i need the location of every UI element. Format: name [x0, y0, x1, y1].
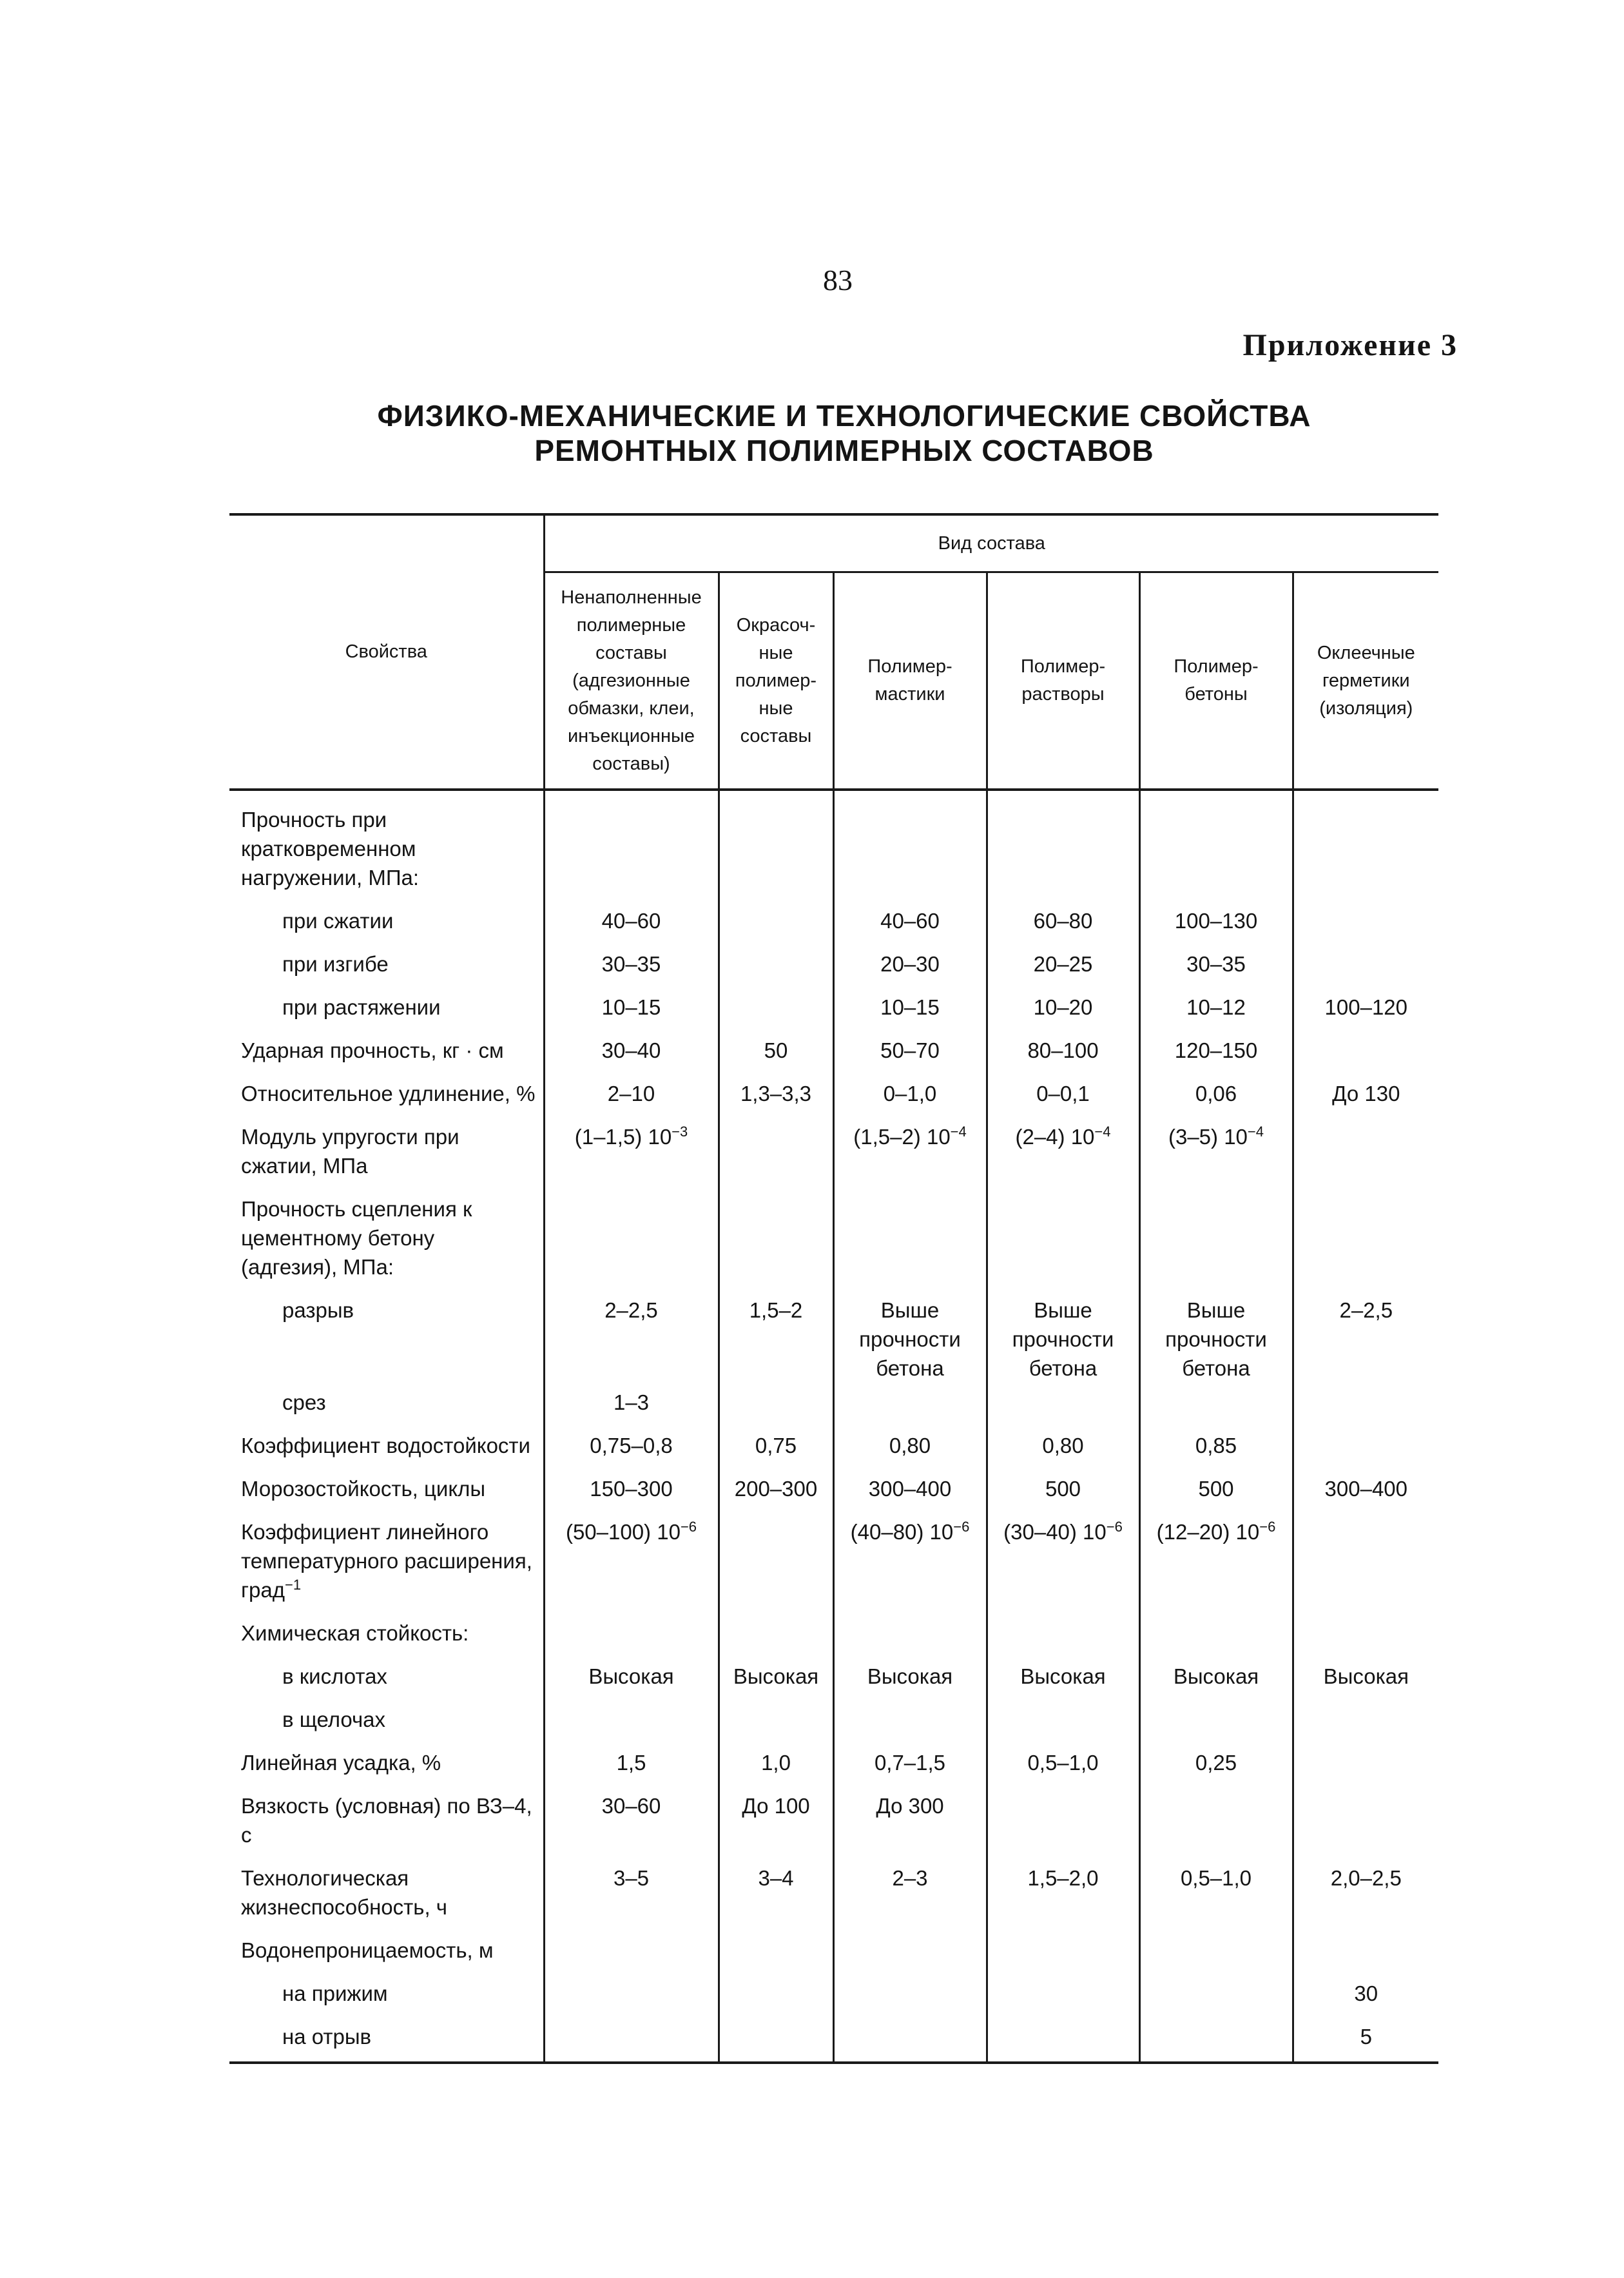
table-cell	[1293, 1031, 1438, 1074]
table-cell	[1139, 1613, 1293, 1657]
table-cell: 1,3–3,3	[719, 1074, 833, 1117]
table-cell	[987, 1383, 1139, 1426]
table-cell	[1293, 1613, 1438, 1657]
property-label: в щелочах	[229, 1700, 544, 1743]
table-cell	[719, 790, 833, 901]
table-row	[229, 1512, 1438, 1613]
property-label: разрыв	[229, 1290, 544, 1383]
table-cell: Высокая	[1139, 1657, 1293, 1700]
table-cell: До 130	[1332, 1082, 1400, 1105]
table-cell: 0–1,0	[833, 1074, 987, 1117]
table-row	[229, 1858, 1438, 1931]
table-cell: 0,80	[833, 1426, 987, 1469]
table-cell	[833, 1189, 987, 1290]
table-row	[229, 988, 1438, 1031]
table-cell	[1293, 901, 1438, 944]
table-cell	[833, 1931, 987, 1974]
table-row	[229, 1613, 1438, 1657]
table-cell	[719, 1613, 833, 1657]
property-label: Прочность при кратковременном нагружении, МПа:	[229, 790, 544, 901]
table-cell	[987, 1974, 1139, 2017]
property-label: Водонепроницаемость, м	[229, 1931, 544, 1974]
table-cell: Выше прочности бетона	[987, 1290, 1139, 1383]
table-cell: Выше прочности бетона	[1139, 1290, 1293, 1383]
table-cell	[1293, 944, 1438, 988]
column-header-sealants: Оклеечные герметики (изоляция)	[1293, 572, 1438, 790]
table-cell: 2–3	[833, 1858, 987, 1931]
exponent: −6	[1259, 1519, 1276, 1535]
exponent: −4	[1247, 1124, 1264, 1140]
table-row	[229, 1469, 1438, 1512]
table-cell: 30	[1354, 1981, 1378, 2005]
table-cell: (2–4) $10^{-4}$	[987, 1117, 1139, 1189]
table-row	[229, 901, 1438, 944]
table-cell: (40–80) $10^{-6}$	[833, 1512, 987, 1613]
table-cell	[719, 1974, 833, 2017]
property-label: Морозостойкость, циклы	[229, 1469, 544, 1512]
table-cell	[544, 1613, 719, 1657]
property-label: срез	[229, 1383, 544, 1426]
property-label: при растяжении	[229, 988, 544, 1031]
exponent: −6	[1106, 1519, 1123, 1535]
table-cell	[1293, 1189, 1438, 1290]
table-row	[229, 1383, 1438, 1426]
property-label: Модуль упругости при сжатии, МПа	[229, 1117, 544, 1189]
table-cell: (3–5) $10^{-4}$	[1139, 1117, 1293, 1189]
table-cell: (1,5–2) $10^{-4}$	[833, 1117, 987, 1189]
table-cell	[544, 1974, 719, 2017]
table-cell	[833, 1700, 987, 1743]
table-cell: 30–35	[1139, 944, 1293, 988]
table-cell: 0,06	[1139, 1074, 1293, 1117]
table-cell: (30–40) $10^{-6}$	[987, 1512, 1139, 1613]
table-cell: 80–100	[987, 1031, 1139, 1074]
table-cell: 3–4	[719, 1858, 833, 1931]
table-cell: 40–60	[833, 901, 987, 944]
table-cell	[719, 1512, 833, 1613]
property-label: Технологическая жизнеспособность, ч	[229, 1858, 544, 1931]
table-cell: (12–20) $10^{-6}$	[1139, 1512, 1293, 1613]
table-cell	[719, 1189, 833, 1290]
table-cell: 0,25	[1139, 1743, 1293, 1786]
composition-type-header: Вид состава	[544, 514, 1438, 572]
table-cell	[1139, 1700, 1293, 1743]
table-cell	[833, 2017, 987, 2063]
table-cell	[1293, 1426, 1438, 1469]
table-cell	[1293, 790, 1438, 901]
table-cell	[719, 988, 833, 1031]
exponent: −4	[1094, 1124, 1111, 1140]
table-cell: 0,80	[987, 1426, 1139, 1469]
document-title-line-2: РЕМОНТНЫХ ПОЛИМЕРНЫХ СОСТАВОВ	[534, 434, 1154, 467]
table-cell: Высокая	[833, 1657, 987, 1700]
table-cell: Выше прочности бетона	[833, 1290, 987, 1383]
table-cell: 10–15	[833, 988, 987, 1031]
table-cell: 2,0–2,5	[1330, 1866, 1402, 1890]
table-cell	[719, 2017, 833, 2063]
table-cell: 120–150	[1139, 1031, 1293, 1074]
property-label: Коэффициент водостойкости	[229, 1426, 544, 1469]
table-cell: 200–300	[719, 1469, 833, 1512]
table-cell: 30–40	[544, 1031, 719, 1074]
table-cell	[1139, 2017, 1293, 2063]
table-cell: 10–12	[1139, 988, 1293, 1031]
table-cell: (50–100) $10^{-6}$	[544, 1512, 719, 1613]
property-label: Ударная прочность, кг · см	[229, 1031, 544, 1074]
table-cell	[719, 901, 833, 944]
table-row	[229, 1189, 1438, 1290]
table-cell	[833, 790, 987, 901]
table-cell: Высокая	[1323, 1664, 1409, 1688]
table-cell: 0,5–1,0	[987, 1743, 1139, 1786]
table-cell	[1139, 1974, 1293, 2017]
table-cell	[544, 790, 719, 901]
table-cell	[987, 1786, 1139, 1858]
table-cell: Высокая	[719, 1657, 833, 1700]
table-cell: 3–5	[544, 1858, 719, 1931]
column-header-mastics: Полимер- мастики	[833, 572, 987, 790]
appendix-label: Приложение 3	[1242, 328, 1458, 362]
table-cell: 20–30	[833, 944, 987, 988]
table-cell: 500	[987, 1469, 1139, 1512]
table-cell: 60–80	[987, 901, 1139, 944]
table-cell	[833, 1383, 987, 1426]
table-cell: 300–400	[1324, 1477, 1408, 1501]
table-cell	[719, 1931, 833, 1974]
exponent: −1	[285, 1577, 302, 1593]
table-row	[229, 1931, 1438, 1974]
table-cell: 1,5–2,0	[987, 1858, 1139, 1931]
table-cell	[544, 1931, 719, 1974]
table-cell: 2–2,5	[1339, 1298, 1393, 1322]
table-row	[229, 2017, 1438, 2063]
page-number: 83	[823, 264, 853, 297]
table-cell: 2–10	[544, 1074, 719, 1117]
table-cell: 1,5–2	[719, 1290, 833, 1383]
table-cell: 0,5–1,0	[1139, 1858, 1293, 1931]
exponent: −6	[680, 1519, 697, 1535]
document-title-line-1: ФИЗИКО-МЕХАНИЧЕСКИЕ И ТЕХНОЛОГИЧЕСКИЕ СВОЙСТВА	[377, 399, 1311, 433]
exponent: −6	[953, 1519, 970, 1535]
table-cell: 100–120	[1324, 995, 1408, 1019]
table-cell: Высокая	[987, 1657, 1139, 1700]
table-cell: 500	[1139, 1469, 1293, 1512]
properties-column-header: Свойства	[229, 514, 544, 790]
table-cell	[544, 1189, 719, 1290]
table-row	[229, 1074, 1438, 1117]
table-cell	[987, 1700, 1139, 1743]
table-cell: (1–1,5) $10^{-3}$	[544, 1117, 719, 1189]
table-row	[229, 1974, 1438, 2017]
table-cell: 20–25	[987, 944, 1139, 988]
table-cell: 300–400	[833, 1469, 987, 1512]
table-cell	[1139, 790, 1293, 901]
property-label: Химическая стойкость:	[229, 1613, 544, 1657]
table-cell	[544, 1700, 719, 1743]
table-cell: 0,85	[1139, 1426, 1293, 1469]
column-header-concretes: Полимер- бетоны	[1139, 572, 1293, 790]
table-cell: 30–60	[544, 1786, 719, 1858]
table-cell: 0,75	[719, 1426, 833, 1469]
table-cell	[987, 2017, 1139, 2063]
table-row	[229, 1657, 1438, 1700]
table-row	[229, 1743, 1438, 1786]
exponent: −3	[672, 1124, 688, 1140]
property-label: при сжатии	[229, 901, 544, 944]
table-cell: 50	[719, 1031, 833, 1074]
table-cell: 0,75–0,8	[544, 1426, 719, 1469]
table-cell	[719, 1117, 833, 1189]
column-header-mortars: Полимер- растворы	[987, 572, 1139, 790]
property-label: Вязкость (условная) по ВЗ–4, с	[229, 1786, 544, 1858]
table-cell	[833, 1974, 987, 2017]
table-cell: 100–130	[1139, 901, 1293, 944]
table-cell: 1–3	[544, 1383, 719, 1426]
table-row	[229, 944, 1438, 988]
table-cell: 0,7–1,5	[833, 1743, 987, 1786]
table-cell: 30–35	[544, 944, 719, 988]
table-cell: 2–2,5	[544, 1290, 719, 1383]
table-cell: 1,0	[719, 1743, 833, 1786]
table-cell: 5	[1293, 2017, 1438, 2063]
table-row	[229, 1031, 1438, 1074]
exponent: −4	[950, 1124, 967, 1140]
table-cell	[544, 2017, 719, 2063]
table-cell	[987, 790, 1139, 901]
table-row	[229, 790, 1438, 901]
table-cell	[1293, 1786, 1438, 1858]
table-cell: 150–300	[544, 1469, 719, 1512]
table-cell: 10–20	[987, 988, 1139, 1031]
table-cell	[1139, 1189, 1293, 1290]
table-cell: До 100	[719, 1786, 833, 1858]
table-cell	[1293, 1512, 1438, 1613]
table-cell	[987, 1613, 1139, 1657]
table-row	[229, 1290, 1438, 1383]
table-cell	[719, 944, 833, 988]
table-cell	[719, 1700, 833, 1743]
table-row	[229, 1117, 1438, 1189]
table-cell	[1139, 1383, 1293, 1426]
table-cell: До 300	[833, 1786, 987, 1858]
table-cell: 0–0,1	[987, 1074, 1139, 1117]
table-cell	[1293, 1700, 1438, 1743]
table-row	[229, 1786, 1438, 1858]
table-cell	[1139, 1931, 1293, 1974]
column-header-unfilled: Ненаполненные полимерные составы (адгезионные обмазки, клеи, инъекционные составы)	[544, 572, 719, 790]
property-label: Относительное удлинение, %	[229, 1074, 544, 1117]
properties-table	[229, 513, 1438, 2064]
table-cell: 10–15	[544, 988, 719, 1031]
table-cell	[1293, 1743, 1438, 1786]
table-cell	[833, 1613, 987, 1657]
table-cell	[1293, 1383, 1438, 1426]
table-row	[229, 1700, 1438, 1743]
column-header-paint: Окрасоч- ные полимер- ные составы	[719, 572, 833, 790]
property-label: Коэффициент линейного температурного расширения, град$^{-1}$	[229, 1512, 544, 1613]
table-cell	[987, 1931, 1139, 1974]
table-cell: 50–70	[833, 1031, 987, 1074]
table-cell	[987, 1189, 1139, 1290]
table-row	[229, 1426, 1438, 1469]
table-cell	[719, 1383, 833, 1426]
table-cell: 1,5	[544, 1743, 719, 1786]
property-label: в кислотах	[229, 1657, 544, 1700]
table-cell	[1139, 1786, 1293, 1858]
table-cell: Высокая	[544, 1657, 719, 1700]
table-cell	[1293, 1931, 1438, 1974]
property-label: на прижим	[229, 1974, 544, 2017]
property-label: Линейная усадка, %	[229, 1743, 544, 1786]
property-label: Прочность сцепления к цементному бетону (адгезия), МПа:	[229, 1189, 544, 1290]
property-label: при изгибе	[229, 944, 544, 988]
table-cell: 40–60	[544, 901, 719, 944]
property-label: на отрыв	[229, 2017, 544, 2063]
table-cell	[1293, 1117, 1438, 1189]
